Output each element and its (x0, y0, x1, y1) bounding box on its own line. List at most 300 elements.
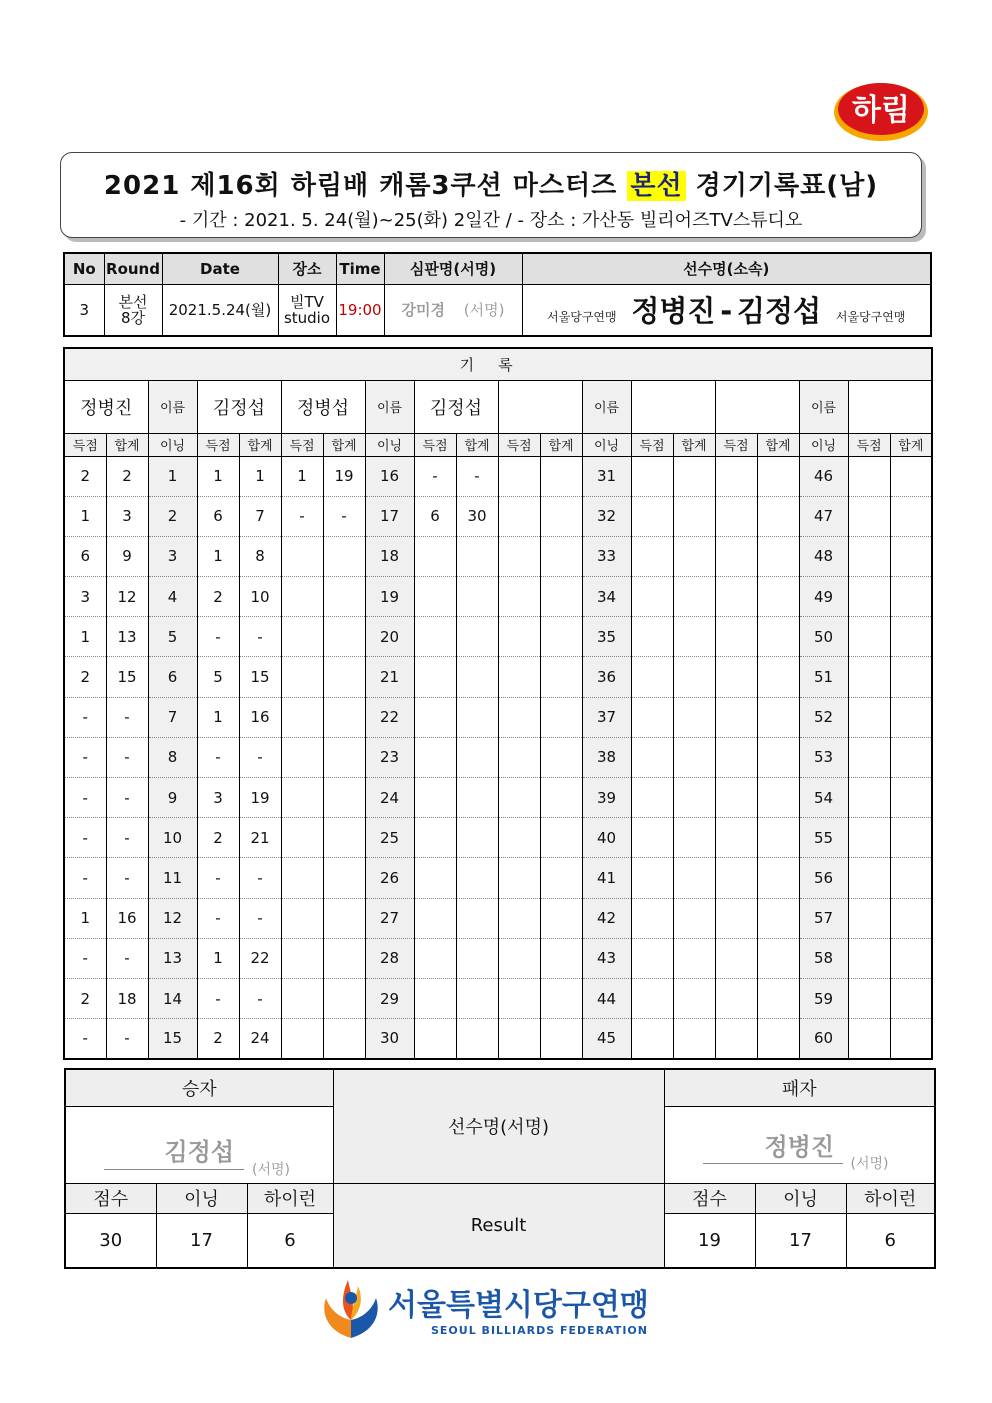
record-cell (890, 496, 932, 536)
record-cell (631, 778, 673, 818)
record-cell: 2 (106, 456, 148, 496)
record-cell (323, 577, 365, 617)
record-cell: - (64, 1019, 106, 1059)
match-round: 본선 8강 (104, 284, 162, 336)
record-cell: - (64, 938, 106, 978)
sub-header-inning: 이닝 (148, 433, 197, 456)
record-cell (848, 778, 890, 818)
referee-sign: (서명) (463, 301, 505, 320)
inning-cell: 44 (582, 978, 631, 1018)
record-cell (673, 938, 715, 978)
record-cell (540, 858, 582, 898)
record-cell (715, 657, 757, 697)
inning-cell: 20 (365, 617, 414, 657)
record-cell (323, 737, 365, 777)
record-cell (715, 617, 757, 657)
loser-inning-label: 이닝 (755, 1183, 846, 1213)
inning-cell: 24 (365, 778, 414, 818)
record-cell (414, 818, 456, 858)
record-cell (890, 818, 932, 858)
record-row (64, 938, 932, 978)
record-cell (848, 938, 890, 978)
record-cell (673, 858, 715, 898)
record-cell (848, 496, 890, 536)
inning-cell: 50 (799, 617, 848, 657)
record-cell: 6 (414, 496, 456, 536)
record-cell (323, 697, 365, 737)
record-cell (323, 978, 365, 1018)
harim-logo (832, 76, 930, 142)
record-cell (757, 858, 799, 898)
player-name-1: 정병진 (64, 380, 148, 433)
record-cell (631, 496, 673, 536)
name-label: 이름 (365, 380, 414, 433)
inning-cell: 36 (582, 657, 631, 697)
loser-highrun-label: 하이런 (846, 1183, 935, 1213)
inning-cell: 60 (799, 1019, 848, 1059)
record-row (64, 898, 932, 938)
logo-text: 하림 (852, 93, 910, 128)
record-cell (631, 737, 673, 777)
record-cell (498, 496, 540, 536)
record-cell: - (64, 697, 106, 737)
record-cell: 2 (64, 978, 106, 1018)
record-cell (848, 617, 890, 657)
inning-cell: 54 (799, 778, 848, 818)
record-cell (673, 898, 715, 938)
player-name-7 (715, 380, 799, 433)
record-cell (281, 737, 323, 777)
record-cell: 18 (106, 978, 148, 1018)
record-cell (757, 697, 799, 737)
record-cell: - (106, 858, 148, 898)
record-cell (631, 978, 673, 1018)
record-cell (456, 657, 498, 697)
record-cell (456, 536, 498, 576)
record-cell (757, 657, 799, 697)
record-cell (757, 577, 799, 617)
inning-cell: 16 (365, 456, 414, 496)
record-cell (281, 577, 323, 617)
record-cell (631, 456, 673, 496)
record-row (64, 577, 932, 617)
record-cell (757, 778, 799, 818)
record-cell: 2 (197, 577, 239, 617)
federation-english: SEOUL BILLIARDS FEDERATION (431, 1324, 648, 1337)
record-cell (715, 898, 757, 938)
record-cell (631, 697, 673, 737)
record-cell (757, 818, 799, 858)
record-row (64, 818, 932, 858)
record-cell (757, 938, 799, 978)
record-cell (323, 617, 365, 657)
record-cell (281, 778, 323, 818)
record-cell (757, 496, 799, 536)
record-cell (540, 818, 582, 858)
record-cell: 16 (106, 898, 148, 938)
record-cell (631, 818, 673, 858)
record-cell (540, 898, 582, 938)
record-cell: - (323, 496, 365, 536)
record-cell (715, 818, 757, 858)
affiliation-right: 서울당구연맹 (835, 310, 906, 325)
record-cell (715, 577, 757, 617)
record-cell (498, 858, 540, 898)
sub-header-total: 합계 (757, 433, 799, 456)
record-cell (848, 978, 890, 1018)
record-cell (631, 617, 673, 657)
record-cell (890, 697, 932, 737)
federation-logo (316, 1272, 696, 1342)
record-cell (498, 536, 540, 576)
record-row (64, 1019, 932, 1059)
record-cell (414, 536, 456, 576)
record-cell (323, 778, 365, 818)
inning-cell: 18 (365, 536, 414, 576)
inning-cell: 55 (799, 818, 848, 858)
record-cell: - (239, 898, 281, 938)
sub-header-score: 득점 (498, 433, 540, 456)
record-cell (757, 1019, 799, 1059)
record-cell (414, 978, 456, 1018)
record-cell: 1 (64, 617, 106, 657)
record-cell (673, 657, 715, 697)
inning-cell: 41 (582, 858, 631, 898)
record-cell: 2 (197, 818, 239, 858)
inning-cell: 46 (799, 456, 848, 496)
record-cell: 21 (239, 818, 281, 858)
loser-sign: (서명) (850, 1155, 889, 1172)
inning-cell: 15 (148, 1019, 197, 1059)
record-cell (414, 657, 456, 697)
player-name-2: 김정섭 (197, 380, 281, 433)
record-cell (673, 778, 715, 818)
winner-label: 승자 (65, 1069, 333, 1106)
record-cell (540, 536, 582, 576)
record-cell: 6 (64, 536, 106, 576)
header-time: Time (336, 253, 384, 284)
record-cell (414, 577, 456, 617)
record-cell: 9 (106, 536, 148, 576)
record-cell (414, 778, 456, 818)
record-cell (715, 938, 757, 978)
inning-cell: 42 (582, 898, 631, 938)
record-cell (631, 938, 673, 978)
inning-cell: 7 (148, 697, 197, 737)
record-cell: 6 (197, 496, 239, 536)
record-cell (715, 737, 757, 777)
record-cell: - (197, 617, 239, 657)
winner-sign-cell (65, 1106, 333, 1183)
sub-header-score: 득점 (64, 433, 106, 456)
match-info-table (63, 252, 932, 337)
record-cell: - (281, 496, 323, 536)
record-cell (890, 657, 932, 697)
record-cell (890, 778, 932, 818)
record-cell (757, 536, 799, 576)
inning-cell: 31 (582, 456, 631, 496)
record-cell: 1 (197, 697, 239, 737)
loser-name: 정병진 (764, 1133, 835, 1162)
inning-cell: 30 (365, 1019, 414, 1059)
record-cell (323, 858, 365, 898)
header-date: Date (162, 253, 278, 284)
inning-cell: 5 (148, 617, 197, 657)
player-right: 김정섭 (737, 294, 822, 329)
header-place: 장소 (278, 253, 336, 284)
inning-cell: 21 (365, 657, 414, 697)
inning-cell: 49 (799, 577, 848, 617)
inning-cell: 59 (799, 978, 848, 1018)
record-cell (715, 778, 757, 818)
record-cell (281, 858, 323, 898)
record-cell (540, 496, 582, 536)
record-cell (323, 818, 365, 858)
record-cell (323, 1019, 365, 1059)
record-cell (890, 617, 932, 657)
record-cell (456, 858, 498, 898)
sub-header-score: 득점 (414, 433, 456, 456)
record-cell: 8 (239, 536, 281, 576)
record-cell: 2 (64, 657, 106, 697)
inning-cell: 27 (365, 898, 414, 938)
inning-cell: 22 (365, 697, 414, 737)
record-cell: 19 (323, 456, 365, 496)
inning-cell: 45 (582, 1019, 631, 1059)
record-cell (890, 1019, 932, 1059)
record-cell: 1 (197, 536, 239, 576)
record-cell (323, 938, 365, 978)
inning-cell: 3 (148, 536, 197, 576)
sub-header-inning: 이닝 (799, 433, 848, 456)
inning-cell: 56 (799, 858, 848, 898)
record-cell (281, 536, 323, 576)
record-cell (715, 1019, 757, 1059)
record-cell: - (106, 697, 148, 737)
winner-highrun: 6 (247, 1213, 333, 1268)
loser-score-label: 점수 (664, 1183, 755, 1213)
sub-header-inning: 이닝 (365, 433, 414, 456)
record-cell (498, 577, 540, 617)
record-cell (456, 978, 498, 1018)
inning-cell: 23 (365, 737, 414, 777)
loser-highrun: 6 (846, 1213, 935, 1268)
record-cell: - (106, 778, 148, 818)
record-cell: 13 (106, 617, 148, 657)
federation-emblem-icon (316, 1272, 386, 1342)
winner-score: 30 (65, 1213, 156, 1268)
record-cell (281, 657, 323, 697)
record-cell (498, 978, 540, 1018)
record-row (64, 697, 932, 737)
record-cell (631, 898, 673, 938)
record-cell (281, 898, 323, 938)
record-cell: 2 (197, 1019, 239, 1059)
inning-cell: 37 (582, 697, 631, 737)
record-cell: - (106, 1019, 148, 1059)
record-cell (540, 456, 582, 496)
record-cell: 1 (197, 456, 239, 496)
inning-cell: 29 (365, 978, 414, 1018)
record-cell: 10 (239, 577, 281, 617)
record-cell (281, 1019, 323, 1059)
sub-header-score: 득점 (631, 433, 673, 456)
header-round: Round (104, 253, 162, 284)
record-cell: 15 (106, 657, 148, 697)
sub-header-inning: 이닝 (582, 433, 631, 456)
winner-sign: (서명) (252, 1161, 290, 1178)
record-cell: - (106, 818, 148, 858)
record-cell (673, 617, 715, 657)
record-cell (673, 496, 715, 536)
record-cell: - (456, 456, 498, 496)
record-cell (414, 858, 456, 898)
record-cell (456, 898, 498, 938)
header-no: No (64, 253, 104, 284)
record-cell: - (64, 858, 106, 898)
record-cell (890, 737, 932, 777)
inning-cell: 10 (148, 818, 197, 858)
record-cell (631, 536, 673, 576)
record-cell (540, 1019, 582, 1059)
match-place: 빌TV studio (278, 284, 336, 336)
record-cell (498, 938, 540, 978)
name-label: 이름 (799, 380, 848, 433)
inning-cell: 39 (582, 778, 631, 818)
players-cell (522, 284, 931, 336)
inning-cell: 8 (148, 737, 197, 777)
inning-cell: 14 (148, 978, 197, 1018)
record-cell (848, 657, 890, 697)
record-cell (673, 456, 715, 496)
sub-header-score: 득점 (848, 433, 890, 456)
record-cell: - (239, 737, 281, 777)
record-cell: 5 (197, 657, 239, 697)
inning-cell: 33 (582, 536, 631, 576)
affiliation-left: 서울당구연맹 (547, 310, 617, 325)
record-cell (715, 978, 757, 1018)
federation-name: 서울특별시당구연맹 (388, 1288, 649, 1323)
player-left: 정병진 (631, 294, 716, 329)
record-cell (540, 938, 582, 978)
name-label: 이름 (582, 380, 631, 433)
record-cell: 3 (106, 496, 148, 536)
record-cell: - (414, 456, 456, 496)
sub-header-total: 합계 (673, 433, 715, 456)
record-cell (498, 456, 540, 496)
title-box (60, 152, 922, 238)
record-cell (715, 456, 757, 496)
record-cell: 1 (281, 456, 323, 496)
referee-name: 강미경 (401, 301, 445, 320)
inning-cell: 58 (799, 938, 848, 978)
name-label: 이름 (148, 380, 197, 433)
inning-cell: 43 (582, 938, 631, 978)
record-cell (540, 697, 582, 737)
record-cell (456, 617, 498, 657)
loser-sign-cell (664, 1106, 935, 1183)
record-cell (673, 577, 715, 617)
record-title: 기록 (64, 348, 932, 380)
record-cell (673, 978, 715, 1018)
record-cell (848, 818, 890, 858)
record-cell (540, 737, 582, 777)
record-row (64, 978, 932, 1018)
player-name-3: 정병섭 (281, 380, 365, 433)
record-cell (848, 858, 890, 898)
player-dash: - (720, 294, 733, 329)
inning-cell: 19 (365, 577, 414, 617)
record-cell: 19 (239, 778, 281, 818)
record-cell (848, 536, 890, 576)
inning-cell: 1 (148, 456, 197, 496)
record-row (64, 536, 932, 576)
record-row (64, 617, 932, 657)
record-cell (631, 1019, 673, 1059)
record-cell: - (106, 737, 148, 777)
inning-cell: 40 (582, 818, 631, 858)
record-cell (631, 577, 673, 617)
record-cell (281, 818, 323, 858)
record-cell (673, 737, 715, 777)
record-cell (498, 778, 540, 818)
record-cell: 1 (239, 456, 281, 496)
record-cell (540, 577, 582, 617)
record-cell (673, 1019, 715, 1059)
record-cell (631, 657, 673, 697)
inning-cell: 52 (799, 697, 848, 737)
record-cell (414, 1019, 456, 1059)
record-cell: 12 (106, 577, 148, 617)
record-cell (498, 898, 540, 938)
record-row (64, 778, 932, 818)
inning-cell: 17 (365, 496, 414, 536)
record-cell: 7 (239, 496, 281, 536)
inning-cell: 11 (148, 858, 197, 898)
record-cell (715, 536, 757, 576)
sub-header-total: 합계 (540, 433, 582, 456)
record-cell (757, 978, 799, 1018)
sub-header-total: 합계 (456, 433, 498, 456)
winner-highrun-label: 하이런 (247, 1183, 333, 1213)
result-label: Result (333, 1183, 664, 1268)
record-cell: - (197, 737, 239, 777)
record-cell (414, 938, 456, 978)
inning-cell: 12 (148, 898, 197, 938)
record-cell (456, 1019, 498, 1059)
record-cell: 3 (64, 577, 106, 617)
record-cell (848, 737, 890, 777)
record-cell (414, 898, 456, 938)
record-cell (715, 496, 757, 536)
record-cell (890, 577, 932, 617)
winner-name: 김정섭 (164, 1138, 235, 1167)
winner-inning-label: 이닝 (156, 1183, 247, 1213)
loser-label: 패자 (664, 1069, 935, 1106)
sub-header-total: 합계 (239, 433, 281, 456)
record-cell (890, 858, 932, 898)
record-cell (323, 657, 365, 697)
record-cell: - (239, 858, 281, 898)
record-cell (757, 737, 799, 777)
record-cell (757, 617, 799, 657)
record-cell (715, 858, 757, 898)
referee-cell (384, 284, 522, 336)
player-name-6 (631, 380, 715, 433)
record-cell (456, 938, 498, 978)
inning-cell: 53 (799, 737, 848, 777)
inning-cell: 2 (148, 496, 197, 536)
